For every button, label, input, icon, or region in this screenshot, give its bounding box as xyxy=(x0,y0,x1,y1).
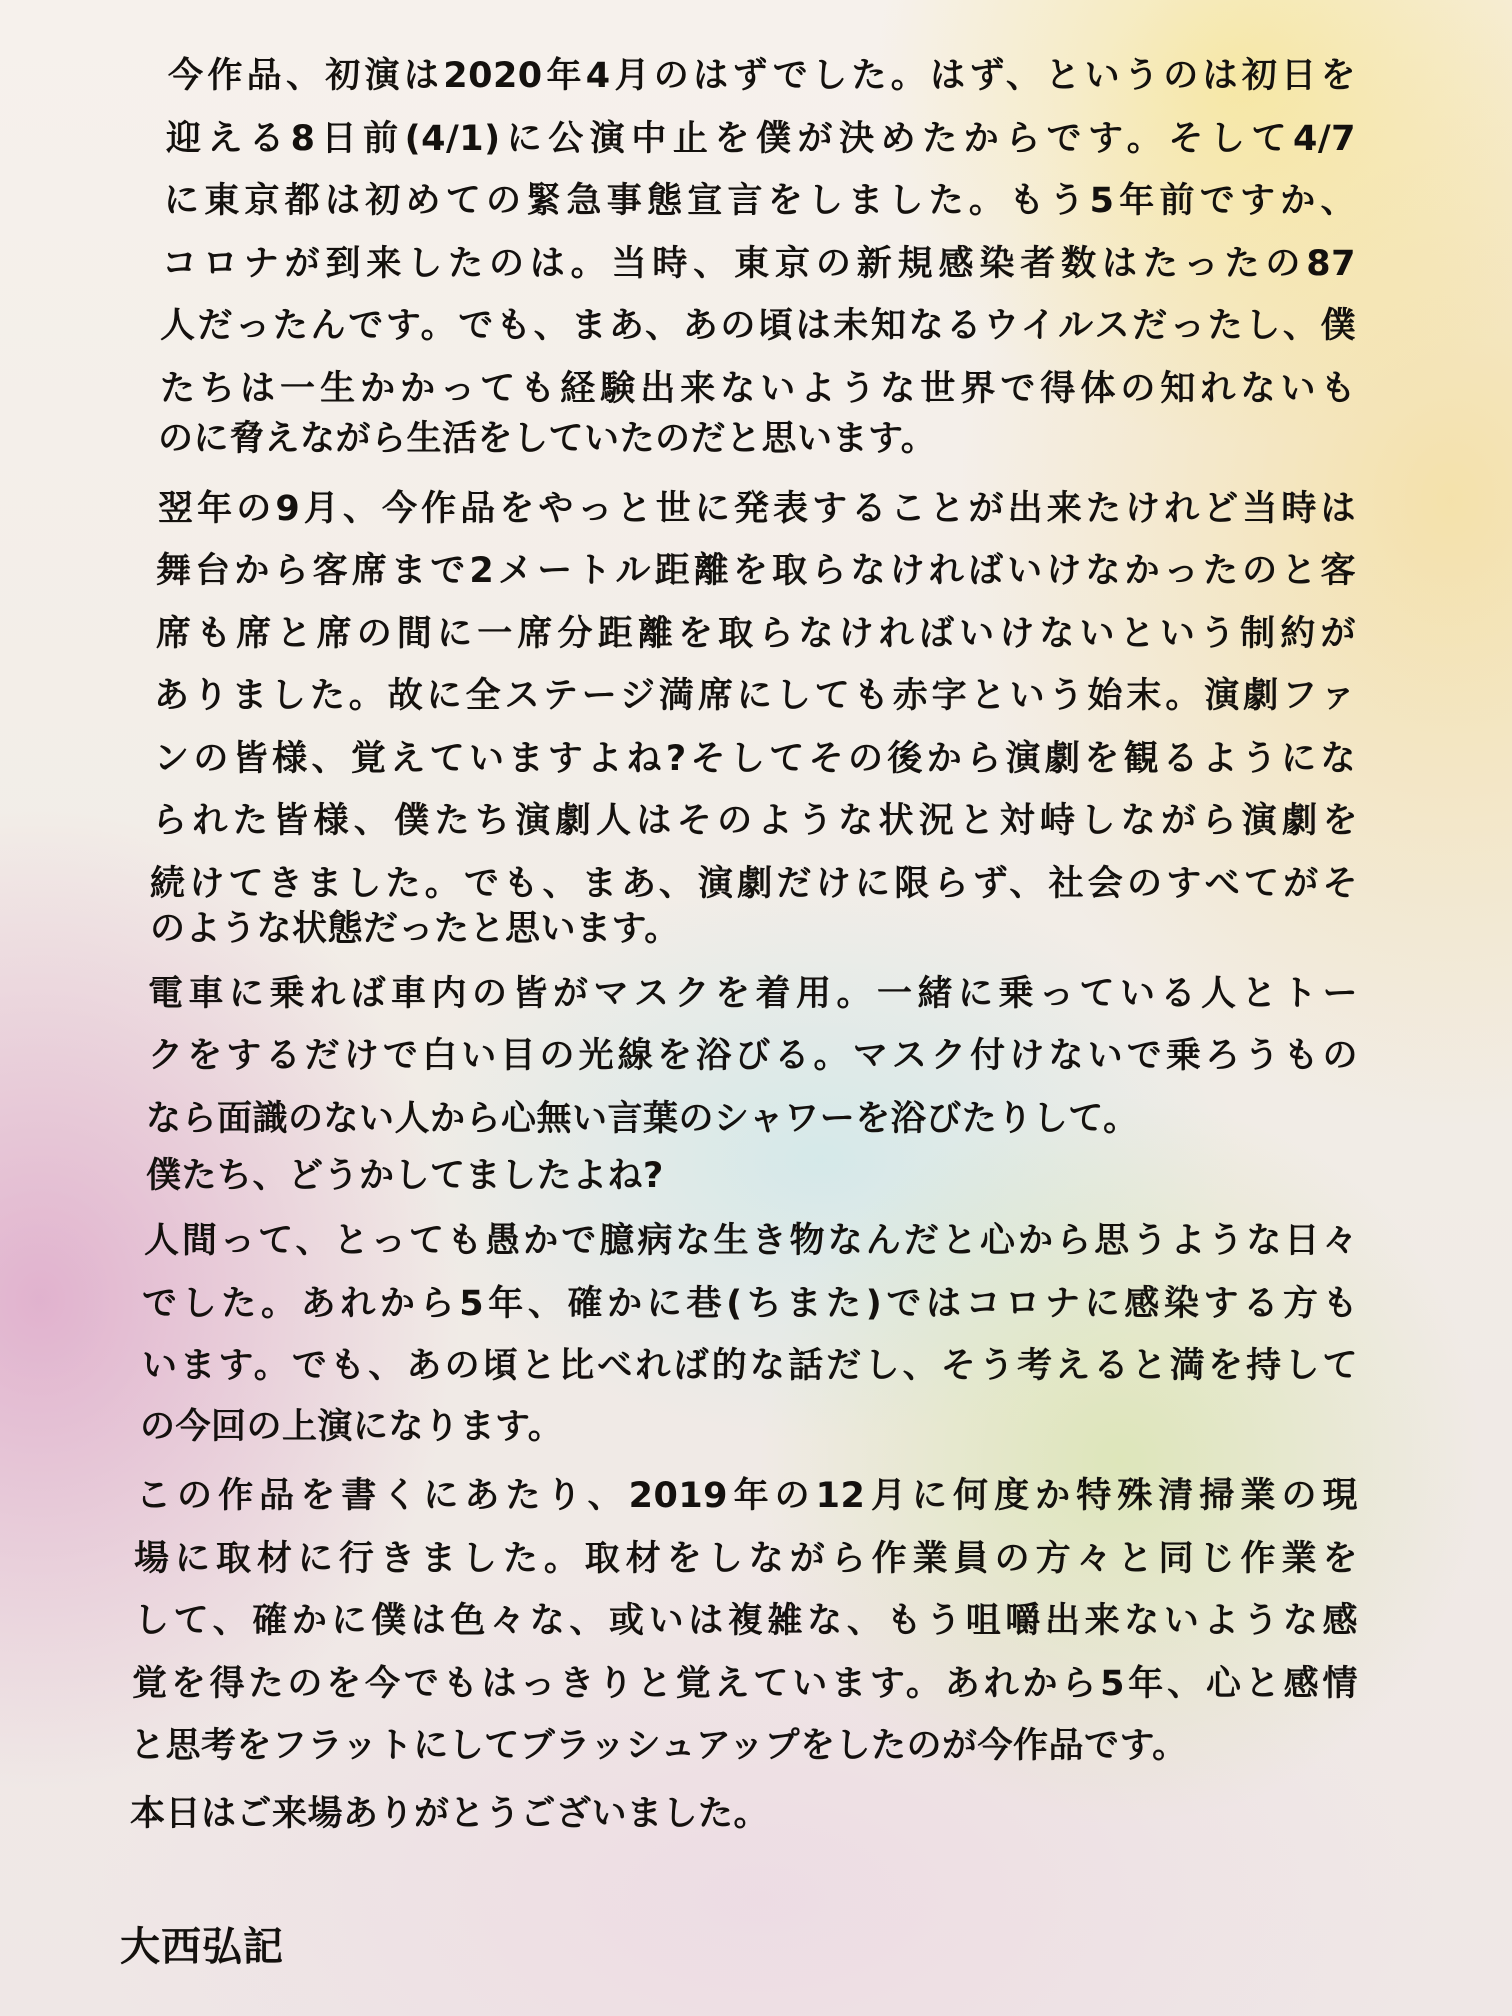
body-line-6: たちは一生かかっても経験出来ないような世界で得体の知れないも xyxy=(160,369,1356,409)
author-signature: 大西弘記 xyxy=(120,1924,284,1970)
body-line-11: ありました。故に全ステージ満席にしても赤字という始末。演劇ファ xyxy=(154,676,1356,716)
body-line-13: られた皆様、僕たち演劇人はそのような状況と対峙しながら演劇を xyxy=(152,801,1358,841)
body-line-18: なら面識のない人から心無い言葉のシャワーを浴びたりして。 xyxy=(146,1099,1139,1139)
body-line-7: のに脅えながら生活をしていたのだと思います。 xyxy=(158,419,937,459)
body-line-3: に東京都は初めての緊急事態宣言をしました。もう5年前ですか、 xyxy=(164,181,1356,221)
body-line-26: して、確かに僕は色々な、或いは複雑な、もう咀嚼出来ないような感 xyxy=(134,1601,1358,1641)
body-line-25: 場に取材に行きました。取材をしながら作業員の方々と同じ作業を xyxy=(134,1539,1358,1579)
body-line-12: ンの皆様、覚えていますよね?そしてその後から演劇を観るようにな xyxy=(154,739,1356,779)
body-line-2: 迎える8日前(4/1)に公演中止を僕が決めたからです。そして4/7 xyxy=(166,119,1356,159)
body-line-27: 覚を得たのを今でもはっきりと覚えています。あれから5年、心と感情 xyxy=(132,1664,1358,1704)
body-line-24: この作品を書くにあたり、2019年の12月に何度か特殊清掃業の現 xyxy=(136,1476,1358,1516)
body-line-19: 僕たち、どうかしてましたよね? xyxy=(146,1156,664,1196)
body-line-22: います。でも、あの頃と比べれば的な話だし、そう考えると満を持して xyxy=(142,1346,1358,1386)
body-line-9: 舞台から客席まで2メートル距離を取らなければいけなかったのと客 xyxy=(156,551,1356,591)
body-line-1: 今作品、初演は2020年4月のはずでした。はず、というのは初日を xyxy=(168,56,1356,96)
body-line-15: のような状態だったと思います。 xyxy=(150,909,680,949)
body-line-17: クをするだけで白い目の光線を浴びる。マスク付けないで乗ろうもの xyxy=(148,1036,1358,1076)
body-line-21: でした。あれから5年、確かに巷(ちまた)ではコロナに感染する方も xyxy=(142,1284,1358,1324)
body-line-23: の今回の上演になります。 xyxy=(140,1407,564,1447)
body-line-29: 本日はご来場ありがとうございました。 xyxy=(130,1794,770,1834)
body-line-20: 人間って、とっても愚かで臆病な生き物なんだと心から思うような日々 xyxy=(144,1221,1358,1261)
body-line-8: 翌年の9月、今作品をやっと世に発表することが出来たけれど当時は xyxy=(158,489,1356,529)
body-line-4: コロナが到来したのは。当時、東京の新規感染者数はたったの87 xyxy=(162,244,1356,284)
body-line-10: 席も席と席の間に一席分距離を取らなければいけないという制約が xyxy=(156,614,1356,654)
body-line-5: 人だったんです。でも、まあ、あの頃は未知なるウイルスだったし、僕 xyxy=(160,306,1356,346)
body-line-16: 電車に乗れば車内の皆がマスクを着用。一緒に乗っている人とトー xyxy=(148,974,1358,1014)
body-line-28: と思考をフラットにしてブラッシュアップをしたのが今作品です。 xyxy=(130,1726,1188,1766)
body-line-14: 続けてきました。でも、まあ、演劇だけに限らず、社会のすべてがそ xyxy=(150,864,1358,904)
